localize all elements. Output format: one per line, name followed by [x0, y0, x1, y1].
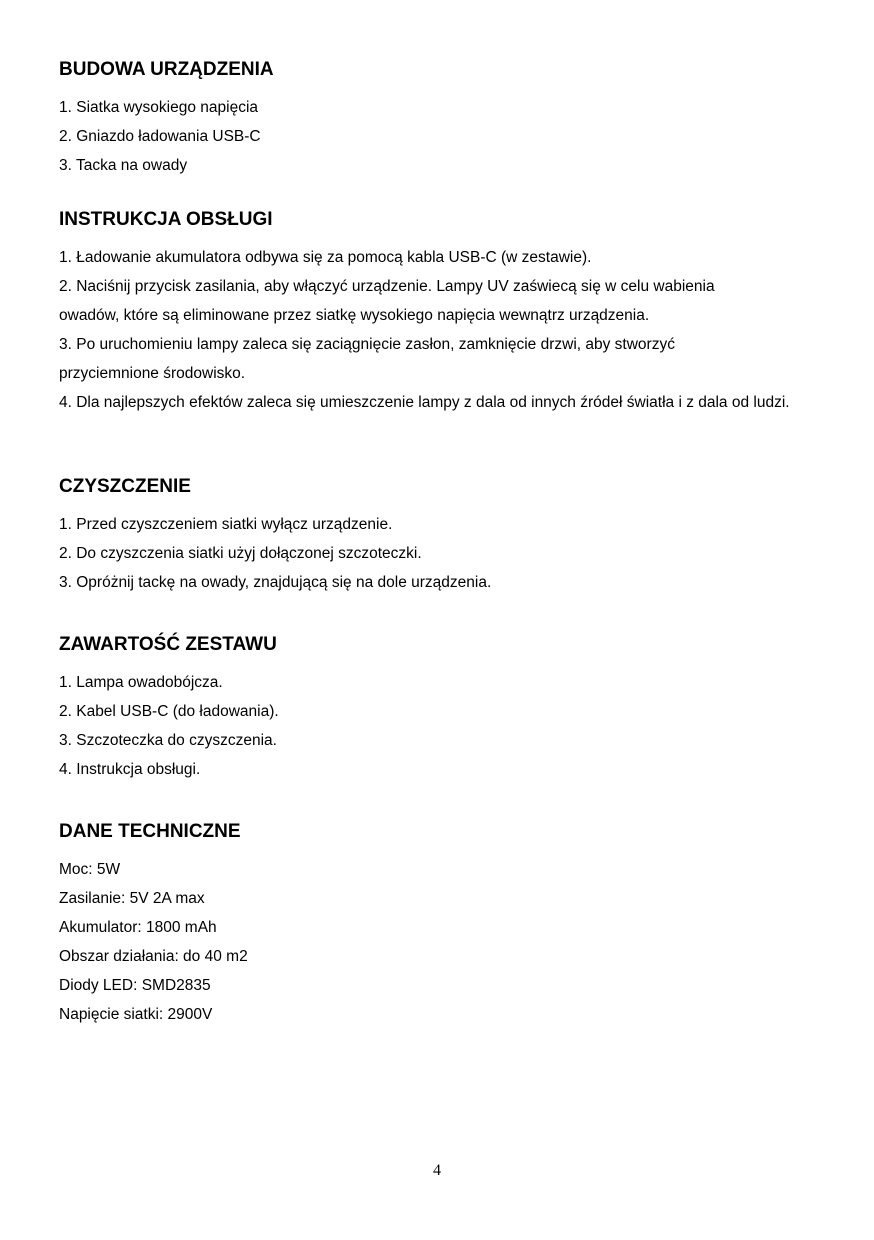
spec-item: Napięcie siatki: 2900V [59, 1006, 213, 1023]
section-device-construction [59, 59, 819, 180]
spec-item: Moc: 5W [59, 861, 121, 878]
section-technical-data [59, 821, 819, 1029]
spec-item: Obszar działania: do 40 m2 [59, 948, 248, 965]
section-operating-instructions [59, 209, 819, 417]
list-item: 4. Instrukcja obsługi. [59, 761, 201, 778]
section-heading: INSTRUKCJA OBSŁUGI [59, 209, 273, 230]
section-heading: DANE TECHNICZNE [59, 821, 241, 842]
list-item: 2. Gniazdo ładowania USB-C [59, 128, 261, 145]
list-item: 4. Dla najlepszych efektów zaleca się umieszczenie lampy z dala od innych źródeł światła i z dala od ludzi. [59, 394, 790, 411]
section-heading: BUDOWA URZĄDZENIA [59, 59, 274, 80]
section-heading: CZYSZCZENIE [59, 476, 191, 497]
section-package-contents [59, 634, 819, 784]
list-item: 2. Do czyszczenia siatki użyj dołączonej szczoteczki. [59, 545, 422, 562]
section-heading: ZAWARTOŚĆ ZESTAWU [59, 634, 277, 655]
list-item: 1. Lampa owadobójcza. [59, 674, 223, 691]
list-item: 3. Opróżnij tackę na owady, znajdującą się na dole urządzenia. [59, 574, 492, 591]
list-item: 1. Siatka wysokiego napięcia [59, 99, 259, 116]
page-number: 4 [433, 1162, 441, 1179]
list-item: 2. Naciśnij przycisk zasilania, aby włączyć urządzenie. Lampy UV zaświecą się w celu wabienia owadów, które są eliminowane przez siatkę wysokiego napięcia wewnątrz urządzenia. [59, 278, 715, 324]
list-item: 3. Po uruchomieniu lampy zaleca się zaciągnięcie zasłon, zamknięcie drzwi, aby stworzyć przyciemnione środowisko. [59, 336, 675, 382]
section-cleaning [59, 476, 819, 597]
list-item: 1. Ładowanie akumulatora odbywa się za pomocą kabla USB-C (w zestawie). [59, 249, 592, 266]
list-item: 3. Tacka na owady [59, 157, 188, 174]
list-item: 1. Przed czyszczeniem siatki wyłącz urządzenie. [59, 516, 393, 533]
list-item: 2. Kabel USB-C (do ładowania). [59, 703, 279, 720]
spec-item: Akumulator: 1800 mAh [59, 919, 217, 936]
spec-item: Diody LED: SMD2835 [59, 977, 211, 994]
spec-item: Zasilanie: 5V 2A max [59, 890, 205, 907]
list-item: 3. Szczoteczka do czyszczenia. [59, 732, 277, 749]
